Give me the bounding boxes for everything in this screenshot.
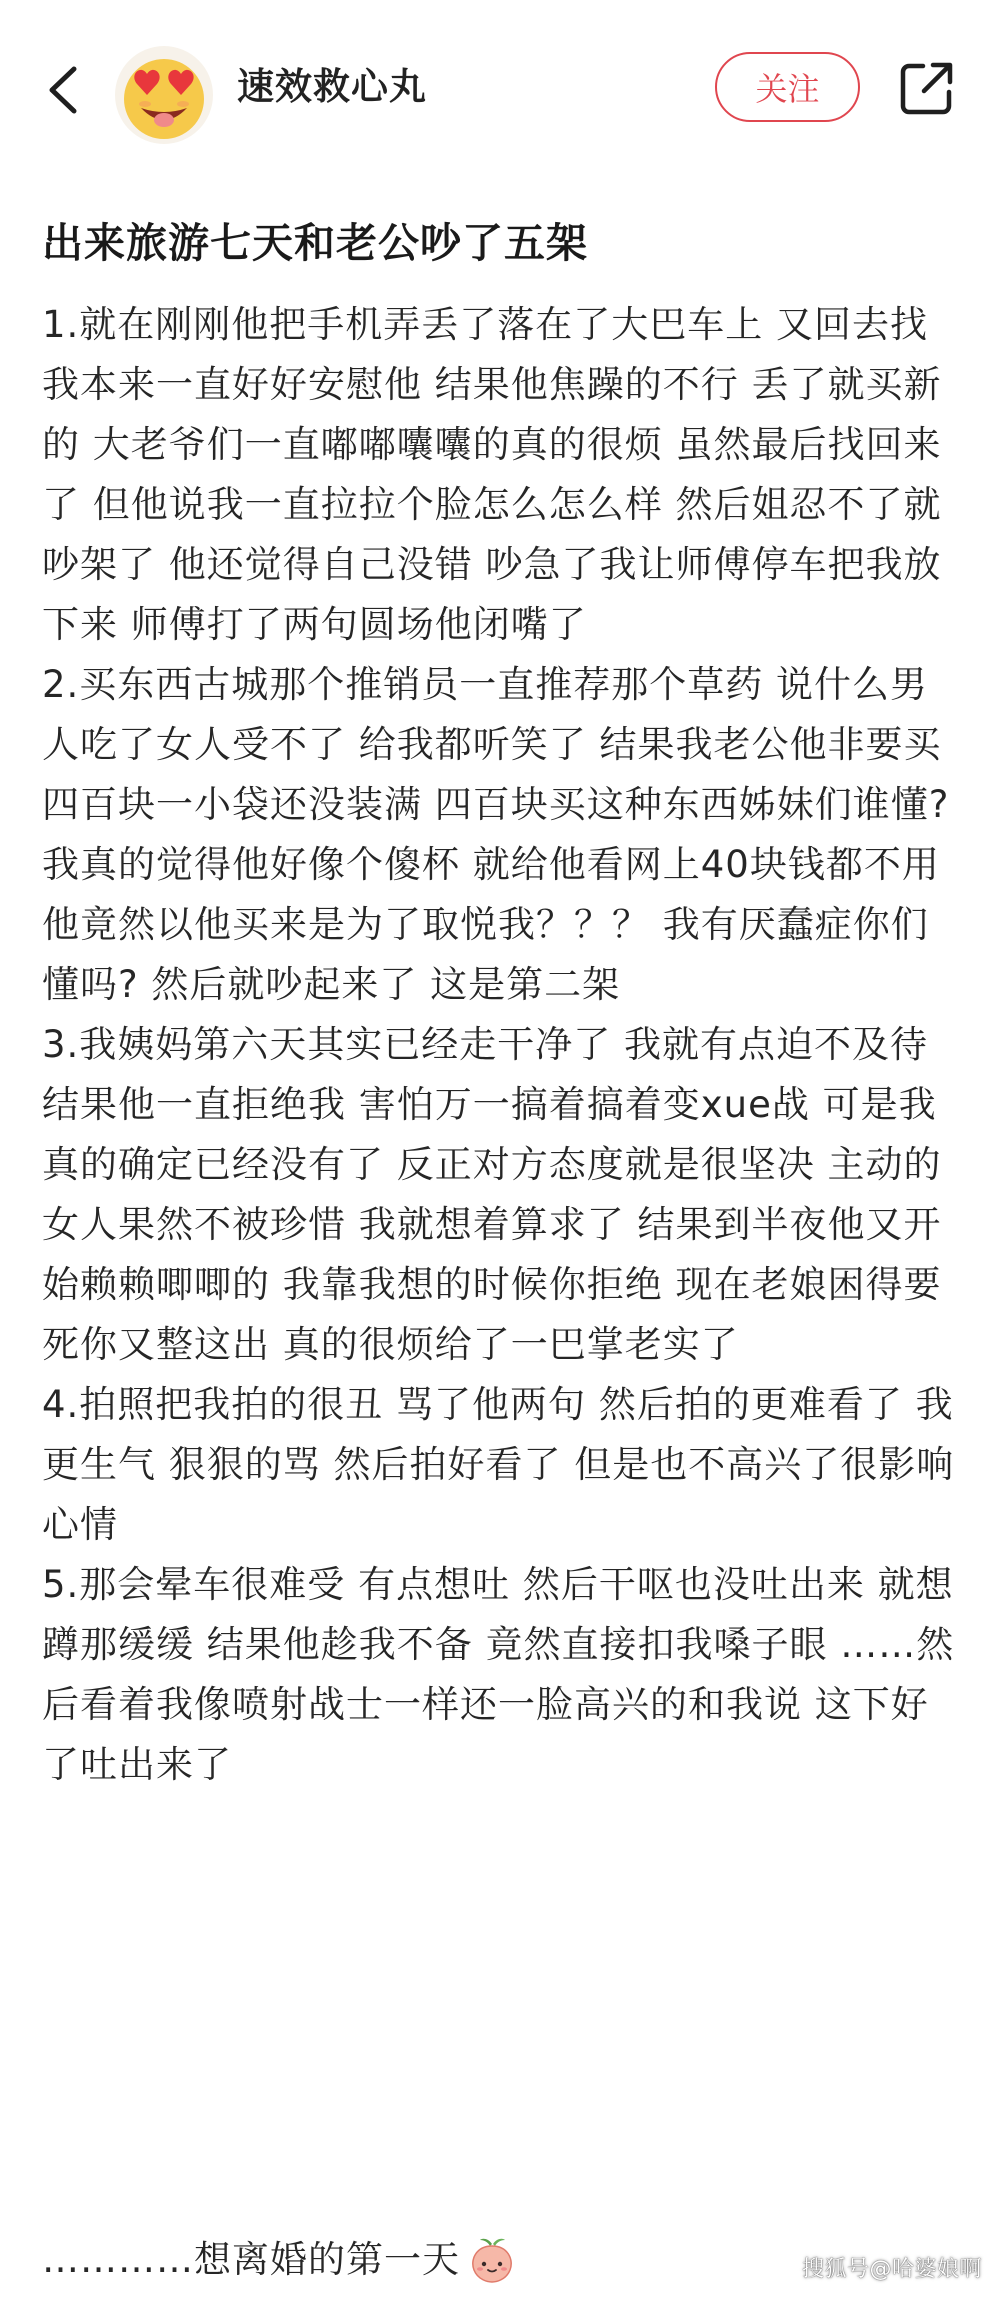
share-button[interactable] — [897, 58, 957, 118]
peach-emoji-icon — [466, 2234, 518, 2286]
post-header — [0, 0, 1000, 180]
back-button[interactable] — [40, 55, 90, 125]
post-title: 出来旅游七天和老公吵了五架 — [42, 219, 588, 267]
paragraph-5: 5.那会晕车很难受 有点想吐 然后干呕也没吐出来 就想蹲那缓缓 结果他趁我不备 竟然直接扣我嗓子眼 ……然后看着我像喷射战士一样还一脸高兴的和我说 这下好了吐出来了 — [42, 1563, 955, 1786]
paragraph-3: 3.我姨妈第六天其实已经走干净了 我就有点迫不及待结果他一直拒绝我 害怕万一搞着搞着变xue战 可是我真的确定已经没有了 反正对方态度就是很坚决 主动的女人果然不被珍惜 我就想着算求了 结果到半夜他又开始赖赖唧唧的 我靠我想的时候你拒绝 现在老娘困得要死你又整这出 真的很烦给了一巴掌老实了 — [42, 1023, 942, 1366]
watermark: 搜狐号@哈婆娘啊 — [801, 2257, 982, 2282]
paragraph-2: 2.买东西古城那个推销员一直推荐那个草药 说什么男人吃了女人受不了 给我都听笑了 结果我老公他非要买 四百块一小袋还没装满 四百块买这种东西姊妹们谁懂? 我真的觉得他好像个傻杯 就给他看网上40块钱都不用 他竟然以他买来是为了取悦我？？？ 我有厌蠢症你们懂吗? 然后就吵起来了 这是第二架 — [42, 663, 950, 1006]
heart-eyes-emoji-icon — [115, 46, 213, 144]
follow-button[interactable]: 关注 — [715, 52, 860, 122]
username[interactable]: 速效救心丸 — [237, 65, 427, 108]
chevron-left-icon — [40, 55, 90, 125]
share-icon — [897, 58, 957, 118]
paragraph-4: 4.拍照把我拍的很丑 骂了他两句 然后拍的更难看了 我更生气 狠狠的骂 然后拍好看了 但是也不高兴了很影响心情 — [42, 1383, 955, 1546]
paragraph-1: 1.就在刚刚他把手机弄丢了落在了大巴车上 又回去找 我本来一直好好安慰他 结果他焦躁的不行 丢了就买新的 大老爷们一直嘟嘟囔囔的真的很烦 虽然最后找回来了 但他说我一直拉拉个脸怎么怎么样 然后姐忍不了就吵架了 他还觉得自己没错 吵急了我让师傅停车把我放下来 师傅打了两句圆场他闭嘴了 — [42, 303, 942, 646]
post-ending — [42, 2230, 518, 2290]
ending-text: …………想离婚的第一天 — [42, 2238, 460, 2281]
avatar[interactable] — [115, 46, 213, 144]
post-body — [42, 295, 958, 1795]
